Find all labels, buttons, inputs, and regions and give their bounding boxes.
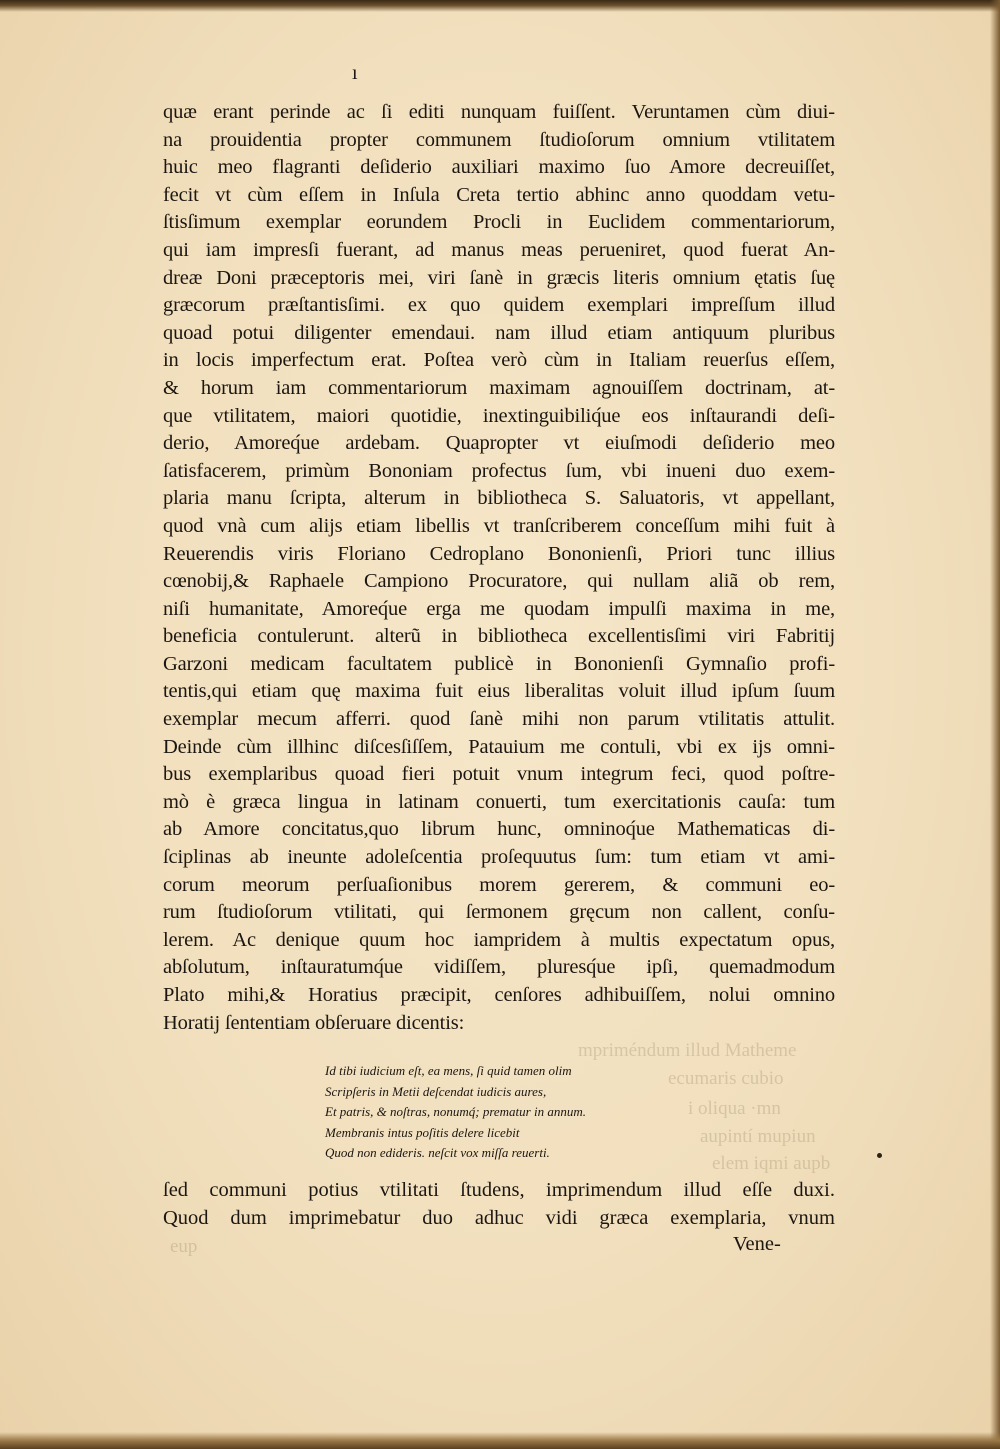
text-line: Quod dum imprimebatur duo adhuc vidi græca exemplaria, vnum <box>163 1206 835 1229</box>
text-line: quæ erant perinde ac ſi editi nunquam fuiſſent. Veruntamen cùm diui- <box>163 101 835 123</box>
text-line: ſatisfacerem, primùm Bononiam profectus ſum, vbi inueni duo exem- <box>163 459 835 482</box>
text-line: ſciplinas ab ineunte adoleſcentia proſequutus ſum: tum etiam vt ami- <box>163 846 835 869</box>
verse-line: Membranis intus poſitis delere licebit <box>325 1124 520 1140</box>
bleed-through-text: mpriméndum illud Matheme <box>578 1040 797 1061</box>
text-line: cœnobij,& Raphaele Campiono Procuratore, qui nullam aliã ob rem, <box>163 570 835 593</box>
text-line: niſi humanitate, Amoreq́ue erga me quodam impulſi maxima in me, <box>163 597 835 620</box>
bleed-through-text: elem iqmi aupb <box>712 1153 831 1174</box>
text-line: na prouidentia propter communem ſtudioſorum omnium vtilitatem <box>163 128 835 151</box>
text-line: Deinde cùm illhinc diſcesſiſſem, Patauium me contuli, vbi ex ijs omni- <box>163 735 835 758</box>
text-line: huic meo flagranti deſiderio auxiliari maximo ſuo Amore decreuiſſet, <box>163 156 835 179</box>
text-line: Reuerendis viris Floriano Cedroplano Bononienſi, Priori tunc illius <box>163 542 835 565</box>
bleed-through-text: ecumaris cubio <box>668 1068 784 1089</box>
page-bottom-edge <box>0 1432 1000 1449</box>
text-line: qui iam impresſi fuerant, ad manus meas perueniret, quod fuerat An- <box>163 238 835 261</box>
text-line: quod vnà cum alijs etiam libellis vt tranſcriberem conceſſum mihi fuit à <box>163 514 835 537</box>
text-line: ab Amore concitatus,quo librum hunc, omninoq́ue Mathematicas di- <box>163 818 835 841</box>
catchword: Vene- <box>733 1233 781 1255</box>
text-line: abſolutum, inſtauratumq́ue vidiſſem, pluresq́ue ipſi, quemadmodum <box>163 956 835 979</box>
text-line: fecit vt cùm eſſem in Inſula Creta tertio abhinc anno quoddam vetu- <box>163 183 835 206</box>
text-line: & horum iam commentariorum maximam agnouiſſem doctrinam, at- <box>163 376 835 399</box>
text-line: ſed communi potius vtilitati ſtudens, imprimendum illud eſſe duxi. <box>163 1179 835 1201</box>
page-right-edge <box>990 0 1000 1449</box>
text-line: que vtilitatem, maiori quotidie, inextinguibiliq́ue eos inſtaurandi deſi- <box>163 404 835 427</box>
verse-line: Et patris, & noſtras, nonumq́; prematur in annum. <box>325 1104 586 1119</box>
text-line: quoad potui diligenter emendaui. nam illud etiam antiquum pluribus <box>163 321 835 344</box>
closing-text-block <box>163 1177 835 1232</box>
text-line: Plato mihi,& Horatius præcipit, cenſores adhibuiſſem, nolui omnino <box>163 984 835 1006</box>
text-line: Garzoni medicam facultatem publicè in Bononienſi Gymnaſio profi- <box>163 652 835 675</box>
text-line: dreæ Doni præceptoris mei, viri ſanè in græcis literis omnium ętatis ſuę <box>163 266 835 289</box>
main-text-block <box>163 99 835 1037</box>
text-line: lerem. Ac denique quum hoc iampridem à multis expectatum opus, <box>163 928 835 951</box>
text-line: Horatij ſententiam obſeruare dicentis: <box>163 1011 465 1034</box>
bleed-through-text: eup <box>170 1236 198 1257</box>
page-top-edge <box>0 0 1000 12</box>
text-line: ſtisſimum exemplar eorundem Procli in Euclidem commentariorum, <box>163 211 835 234</box>
text-line: bus exemplaribus quoad fieri potuit vnum integrum feci, quod poſtre- <box>163 763 835 786</box>
text-line: græcorum præſtantisſimi. ex quo quidem exemplari impreſſum illud <box>163 294 835 317</box>
verse-line: Scripſeris in Metii deſcendat iudicis aures, <box>325 1083 547 1099</box>
verse-line: Id tibi iudicium eſt, ea mens, ſi quid tamen olim <box>325 1063 572 1078</box>
text-line: plaria manu ſcripta, alterum in bibliotheca S. Saluatoris, vt appellant, <box>163 487 835 510</box>
text-line: beneficia contulerunt. alterũ in bibliotheca excellentisſimi viri Fabritij <box>163 625 835 648</box>
bleed-through-text: i oliqua ·mn <box>688 1098 781 1119</box>
folio-mark: ı <box>352 62 358 84</box>
text-line: derio, Amoreq́ue ardebam. Quapropter vt eiuſmodi deſiderio meo <box>163 432 835 455</box>
verse-quotation <box>325 1061 645 1164</box>
bleed-through-text: aupintí mupiun <box>700 1126 816 1147</box>
text-line: corum meorum perſuaſionibus morem gererem, & communi eo- <box>163 873 835 896</box>
text-line: in locis imperfectum erat. Poſtea verò cùm in Italiam reuerſus eſſem, <box>163 349 835 372</box>
verse-line: Quod non edideris. neſcit vox miſſa reuerti. <box>325 1145 550 1160</box>
text-line: tentis,qui etiam quę maxima fuit eius liberalitas voluit illud ipſum ſuum <box>163 680 835 703</box>
text-line: rum ſtudioſorum vtilitati, qui ſermonem gręcum non callent, conſu- <box>163 901 835 924</box>
text-line: exemplar mecum afferri. quod ſanè mihi non parum vtilitatis attulit. <box>163 708 835 731</box>
ink-speck <box>877 1153 882 1158</box>
text-line: mò è græca lingua in latinam conuerti, tum exercitationis cauſa: tum <box>163 790 835 813</box>
